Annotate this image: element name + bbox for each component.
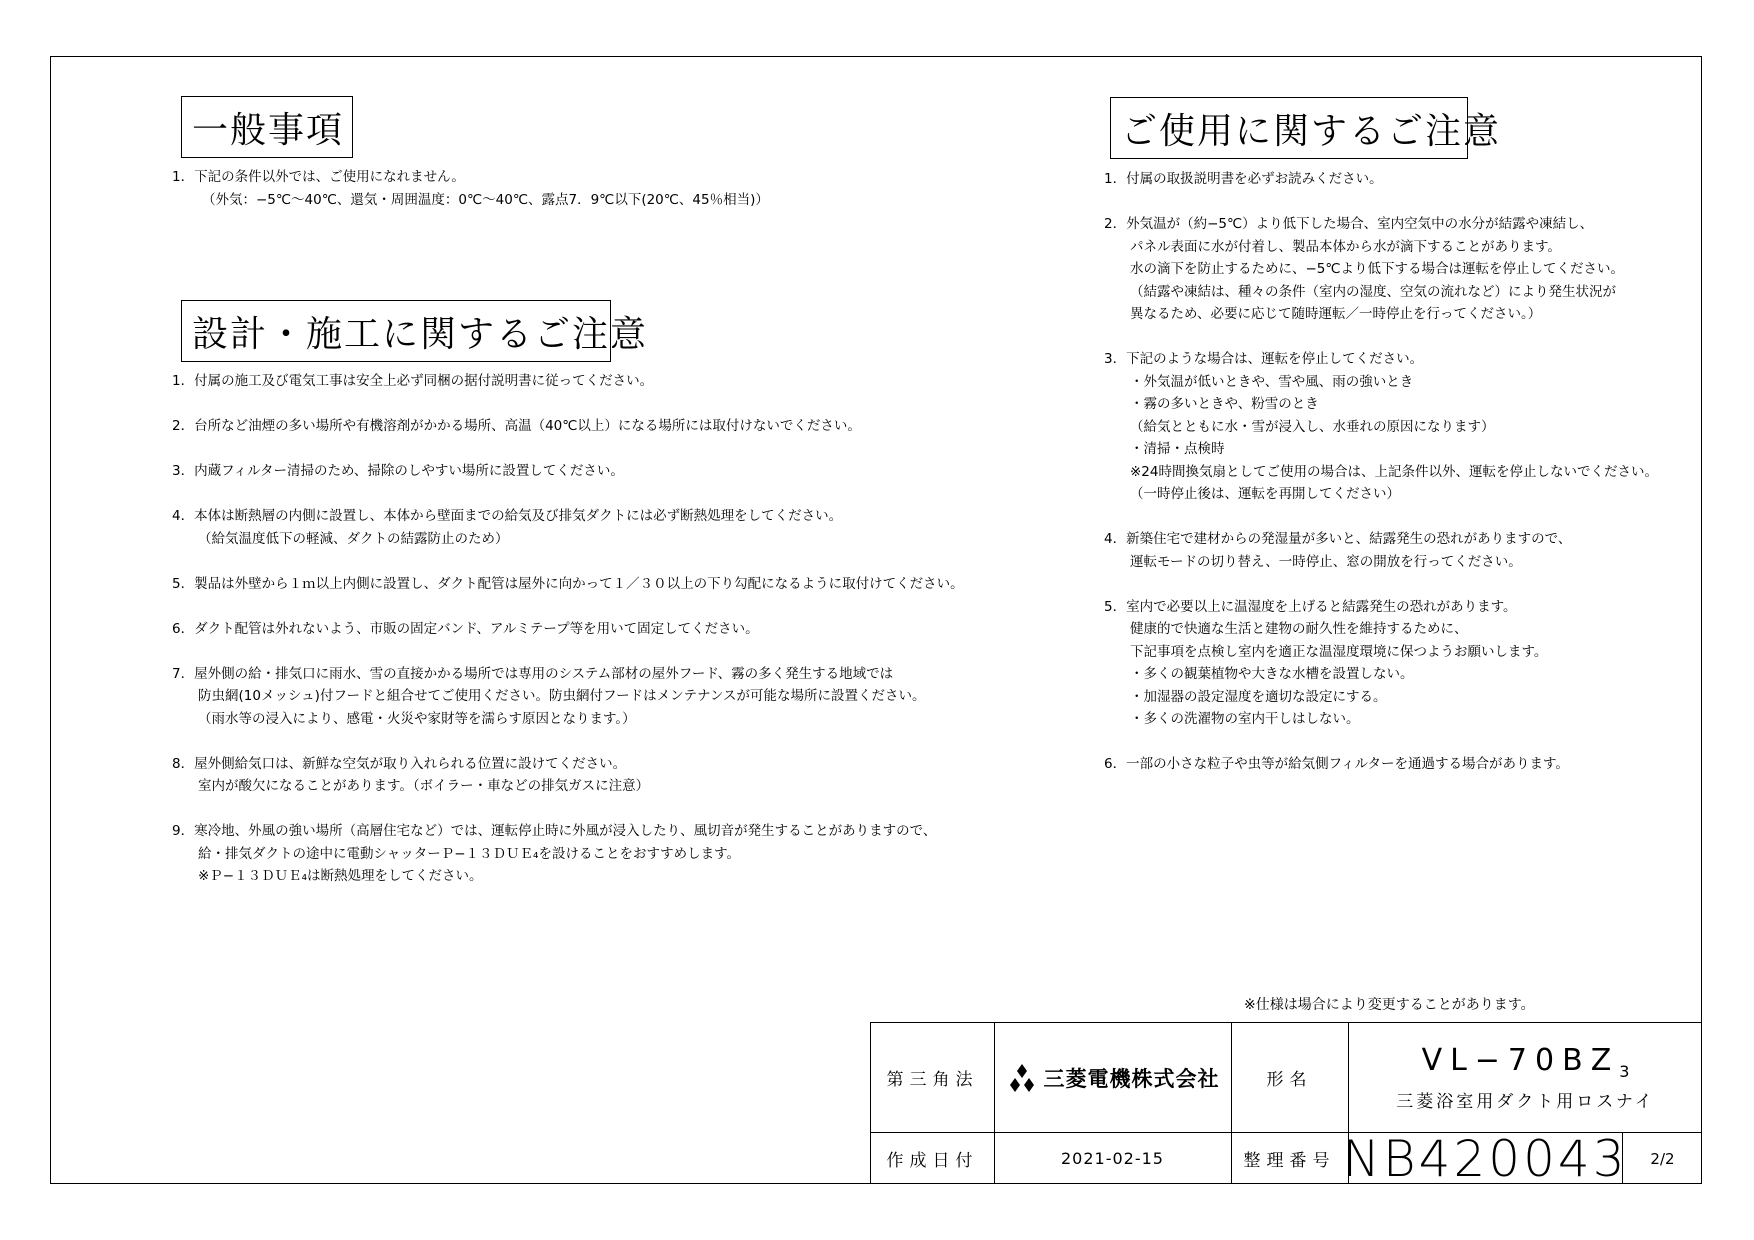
usage-item: [1104, 753, 1658, 776]
design-item-line: 給・排気ダクトの途中に電動シャッターＰ−１３ＤＵＥ₄を設けることをおすすめします。: [198, 845, 741, 862]
projection-label: 第三角法: [886, 1070, 979, 1090]
usage-item-line: （一時停止後は、運転を再開してください）: [1130, 486, 1400, 502]
usage-item-line: 水の滴下を防止するために、−5℃より低下する場合は運転を停止してください。: [1130, 261, 1625, 277]
usage-item: [1104, 348, 1658, 506]
design-item: [172, 370, 964, 393]
model-label: 形名: [1266, 1070, 1313, 1090]
title-block: [870, 1022, 1702, 1188]
usage-item-line: 運転モードの切り替え、一時停止、窓の開放を行ってください。: [1130, 553, 1522, 570]
usage-item: [1104, 168, 1658, 191]
design-item: [172, 573, 964, 596]
design-item: [172, 820, 964, 888]
design-item-line: 7．屋外側の給・排気口に雨水、雪の直接かかる場所では専用のシステム部材の屋外フード、霧の多く発生する地域では: [172, 665, 894, 682]
usage-item-line: ※24時間換気扇としてご使用の場合は、上記条件以外、運転を停止しないでください。: [1130, 463, 1658, 480]
general-item-line: 1．下記の条件以外では、ご使用になれません。: [172, 169, 465, 185]
usage-item-line: 健康的で快適な生活と建物の耐久性を維持するために、: [1130, 621, 1468, 637]
usage-title: ご使用に関するご注意: [1110, 97, 1468, 159]
usage-item-line: パネル表面に水が付着し、製品本体から水が滴下することがあります。: [1130, 238, 1561, 255]
design-item-line: 4．本体は断熱層の内側に設置し、本体から壁面までの給気及び排気ダクトには必ず断熱処理をしてください。: [172, 508, 843, 524]
design-item: [172, 460, 964, 483]
design-item-line: 防虫網(10メッシュ)付フードと組合せてご使用ください。防虫網付フードはメンテナンスが可能な場所に設置ください。: [198, 688, 926, 704]
usage-item-line: 5．室内で必要以上に温湿度を上げると結露発生の恐れがあります。: [1104, 598, 1517, 615]
design-list: [172, 370, 964, 888]
usage-item-line: ・霧の多いときや、粉雪のとき: [1130, 396, 1319, 412]
page-number: 2/2: [1650, 1149, 1675, 1168]
usage-list: [1104, 168, 1658, 776]
design-title: 設計・施工に関するご注意: [181, 300, 611, 362]
design-item: [172, 618, 964, 641]
usage-item-line: 3．下記のような場合は、運転を停止してください。: [1104, 351, 1424, 367]
usage-item-line: 2．外気温が（約−5℃）より低下した場合、室内空気中の水分が結露や凍結し、: [1104, 216, 1594, 232]
design-item-line: ※Ｐ−１３ＤＵＥ₄は断熱処理をしてください。: [198, 868, 483, 884]
three-diamonds-icon: [1006, 1064, 1038, 1092]
design-item-line: 9．寒冷地、外風の強い場所（高層住宅など）では、運転停止時に外風が浸入したり、風切音が発生することがありますので、: [172, 823, 937, 839]
usage-item-line: （給気とともに水・雪が浸入し、水垂れの原因になります）: [1130, 418, 1495, 435]
usage-item-line: ・多くの観葉植物や大きな水槽を設置しない。: [1130, 666, 1414, 682]
usage-item-line: 1．付属の取扱説明書を必ずお読みください。: [1104, 171, 1383, 187]
general-list: [172, 166, 769, 211]
usage-item-line: （結露や凍結は、種々の条件（室内の湿度、空気の流れなど）により発生状況が: [1130, 283, 1616, 300]
usage-item-line: ・清掃・点検時: [1130, 441, 1225, 457]
usage-item-line: 6．一部の小さな粒子や虫等が給気側フィルターを通過する場合があります。: [1104, 756, 1569, 772]
usage-item-line: 4．新築住宅で建材からの発湿量が多いと、結露発生の恐れがありますので、: [1104, 531, 1572, 547]
design-item: [172, 753, 964, 798]
usage-item: [1104, 528, 1658, 573]
usage-item-line: 下記事項を点検し室内を適正な温湿度環境に保つようお願いします。: [1130, 643, 1548, 660]
design-item: [172, 415, 964, 438]
usage-item-line: ・外気温が低いときや、雪や風、雨の強いとき: [1130, 373, 1414, 390]
design-item: [172, 663, 964, 731]
general-title: 一般事項: [181, 96, 353, 158]
model-cell: [1348, 1023, 1703, 1132]
model-number: $VL-70BZ_3$: [1421, 1043, 1630, 1081]
design-item-line: 6．ダクト配管は外れないよう、市販の固定バンド、アルミテープ等を用いて固定してください。: [172, 620, 759, 637]
design-item-line: 2．台所など油煙の多い場所や有機溶剤がかかる場所、高温（40℃以上）になる場所には取付けないでください。: [172, 418, 861, 434]
design-item-line: （給気温度低下の軽減、ダクトの結露防止のため）: [198, 530, 509, 547]
document-number: NB420043: [1342, 1129, 1628, 1188]
usage-item-line: ・加湿器の設定湿度を適切な設定にする。: [1130, 688, 1387, 705]
design-item-line: （雨水等の浸入により、感電・火災や家財等を濡らす原因となります。）: [198, 710, 636, 727]
spec-change-note: ※仕様は場合により変更することがあります。: [1244, 997, 1535, 1013]
company-logo: [994, 1023, 1231, 1132]
usage-item-line: 異なるため、必要に応じて随時運転／一時停止を行ってください。）: [1130, 306, 1542, 322]
design-item-line: 5．製品は外壁から１ｍ以上内側に設置し、ダクト配管は屋外に向かって１／３０以上の下り勾配になるように取付けてください。: [172, 575, 964, 592]
usage-item: [1104, 213, 1658, 326]
design-item-line: 3．内蔵フィルター清掃のため、掃除のしやすい場所に設置してください。: [172, 463, 624, 479]
usage-item-line: ・多くの洗濯物の室内干しはしない。: [1130, 711, 1360, 727]
product-name: 三菱浴室用ダクト用ロスナイ: [1396, 1092, 1655, 1112]
number-label: 整理番号: [1243, 1151, 1336, 1171]
design-item-line: 8．屋外側給気口は、新鮮な空気が取り入れられる位置に設けてください。: [172, 755, 627, 772]
usage-item: [1104, 596, 1658, 731]
general-item-line: （外気：−5℃〜40℃、還気・周囲温度：0℃〜40℃、露点7．9℃以下(20℃、45％相当)）: [202, 191, 769, 208]
date-label: 作成日付: [886, 1151, 979, 1171]
creation-date: 2021-02-15: [1061, 1149, 1164, 1168]
general-item: [172, 166, 769, 211]
design-item: [172, 505, 964, 550]
company-name: 三菱電機株式会社: [1043, 1066, 1220, 1091]
design-item-line: 室内が酸欠になることがあります。（ボイラー・車などの排気ガスに注意）: [198, 778, 650, 794]
design-item-line: 1．付属の施工及び電気工事は安全上必ず同梱の据付説明書に従ってください。: [172, 373, 654, 389]
